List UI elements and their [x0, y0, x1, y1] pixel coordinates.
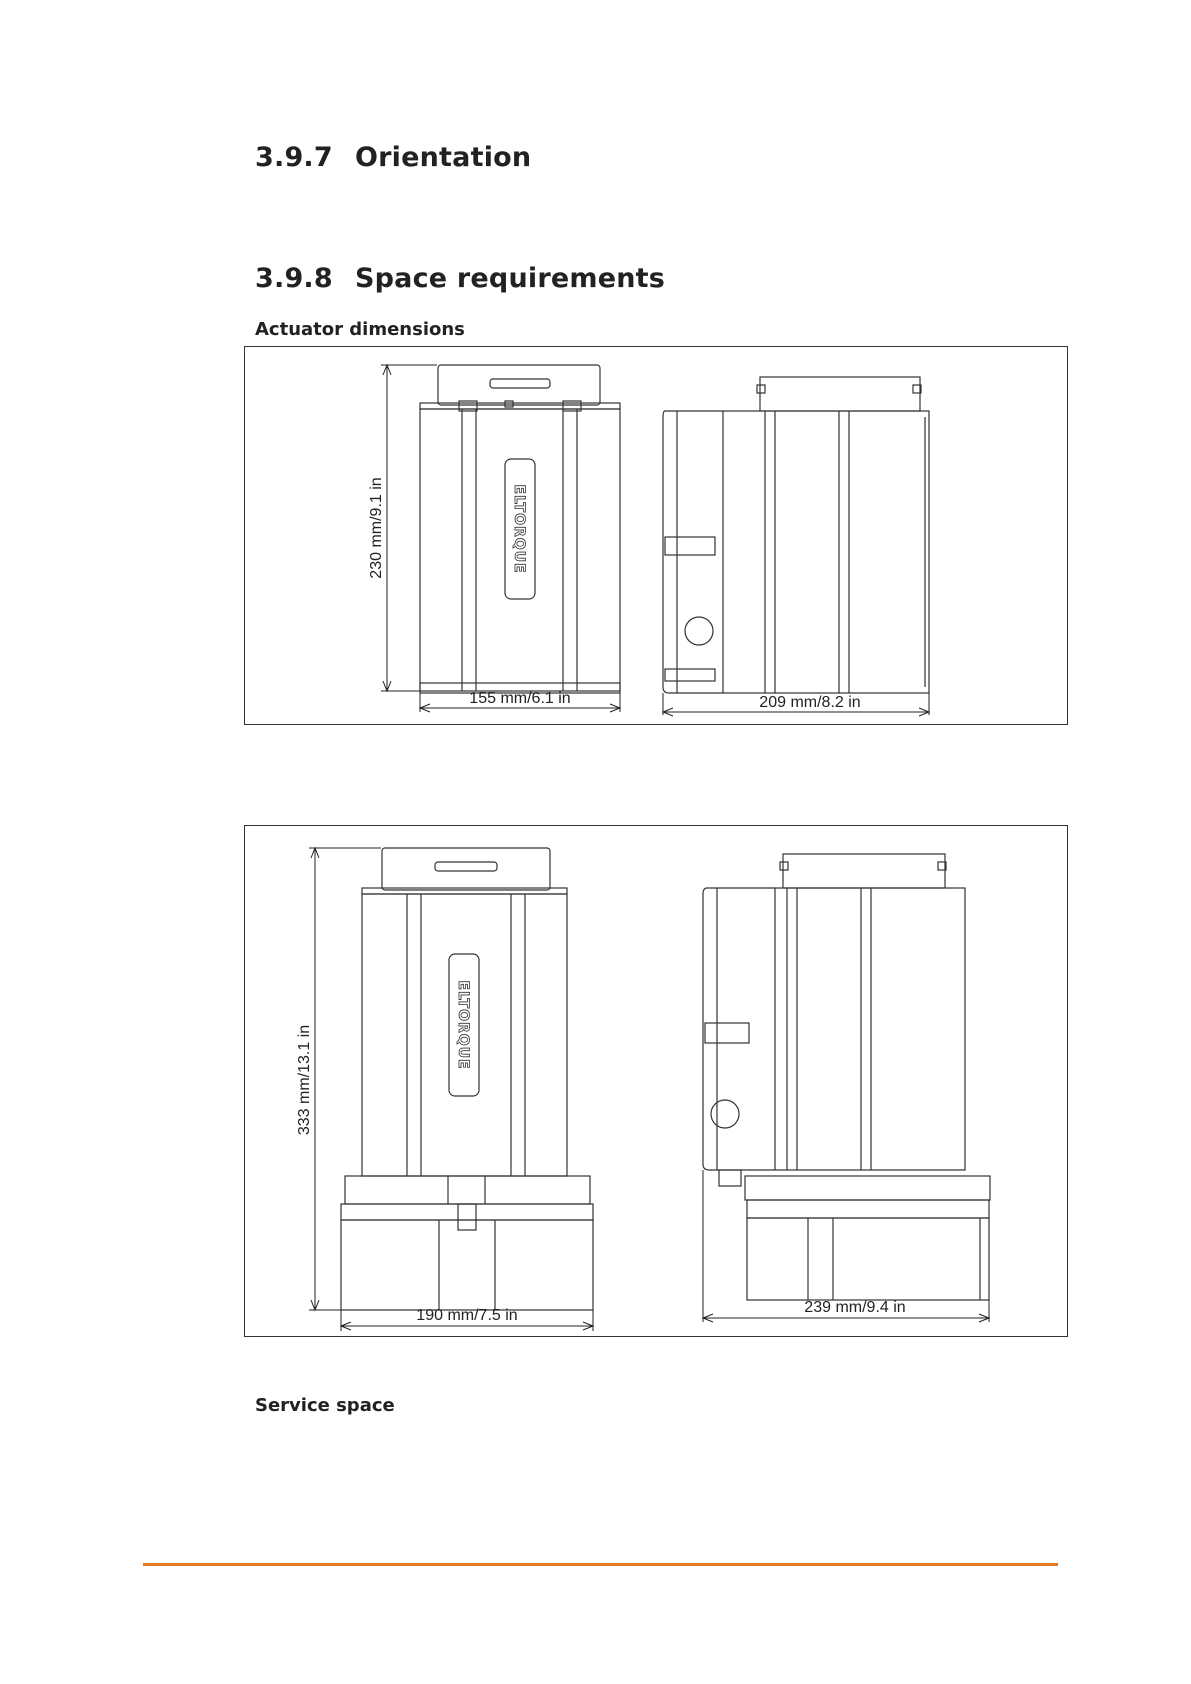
brand-logo-text: ELTORQUE	[455, 980, 471, 1070]
brand-logo-text: ELTORQUE	[511, 484, 527, 574]
depth-dimension-label: 239 mm/9.4 in	[804, 1299, 906, 1316]
section-heading-space-requirements	[255, 263, 665, 294]
section-number: 3.9.7	[255, 142, 333, 173]
width-dimension-label: 190 mm/7.5 in	[416, 1307, 518, 1324]
subheading-service-space: Service space	[255, 1395, 395, 1416]
section-title: Orientation	[355, 142, 532, 173]
actuator-drawing-large	[244, 825, 1068, 1337]
section-title: Space requirements	[355, 263, 666, 294]
subheading-actuator-dimensions: Actuator dimensions	[255, 319, 465, 340]
height-dimension-label: 333 mm/13.1 in	[296, 1024, 313, 1136]
section-heading-orientation	[255, 142, 531, 173]
actuator-drawing-small	[244, 346, 1068, 725]
width-dimension-label: 155 mm/6.1 in	[469, 690, 571, 707]
section-number: 3.9.8	[255, 263, 333, 294]
footer-divider	[143, 1563, 1058, 1566]
height-dimension-label: 230 mm/9.1 in	[368, 477, 385, 579]
depth-dimension-label: 209 mm/8.2 in	[759, 694, 861, 711]
